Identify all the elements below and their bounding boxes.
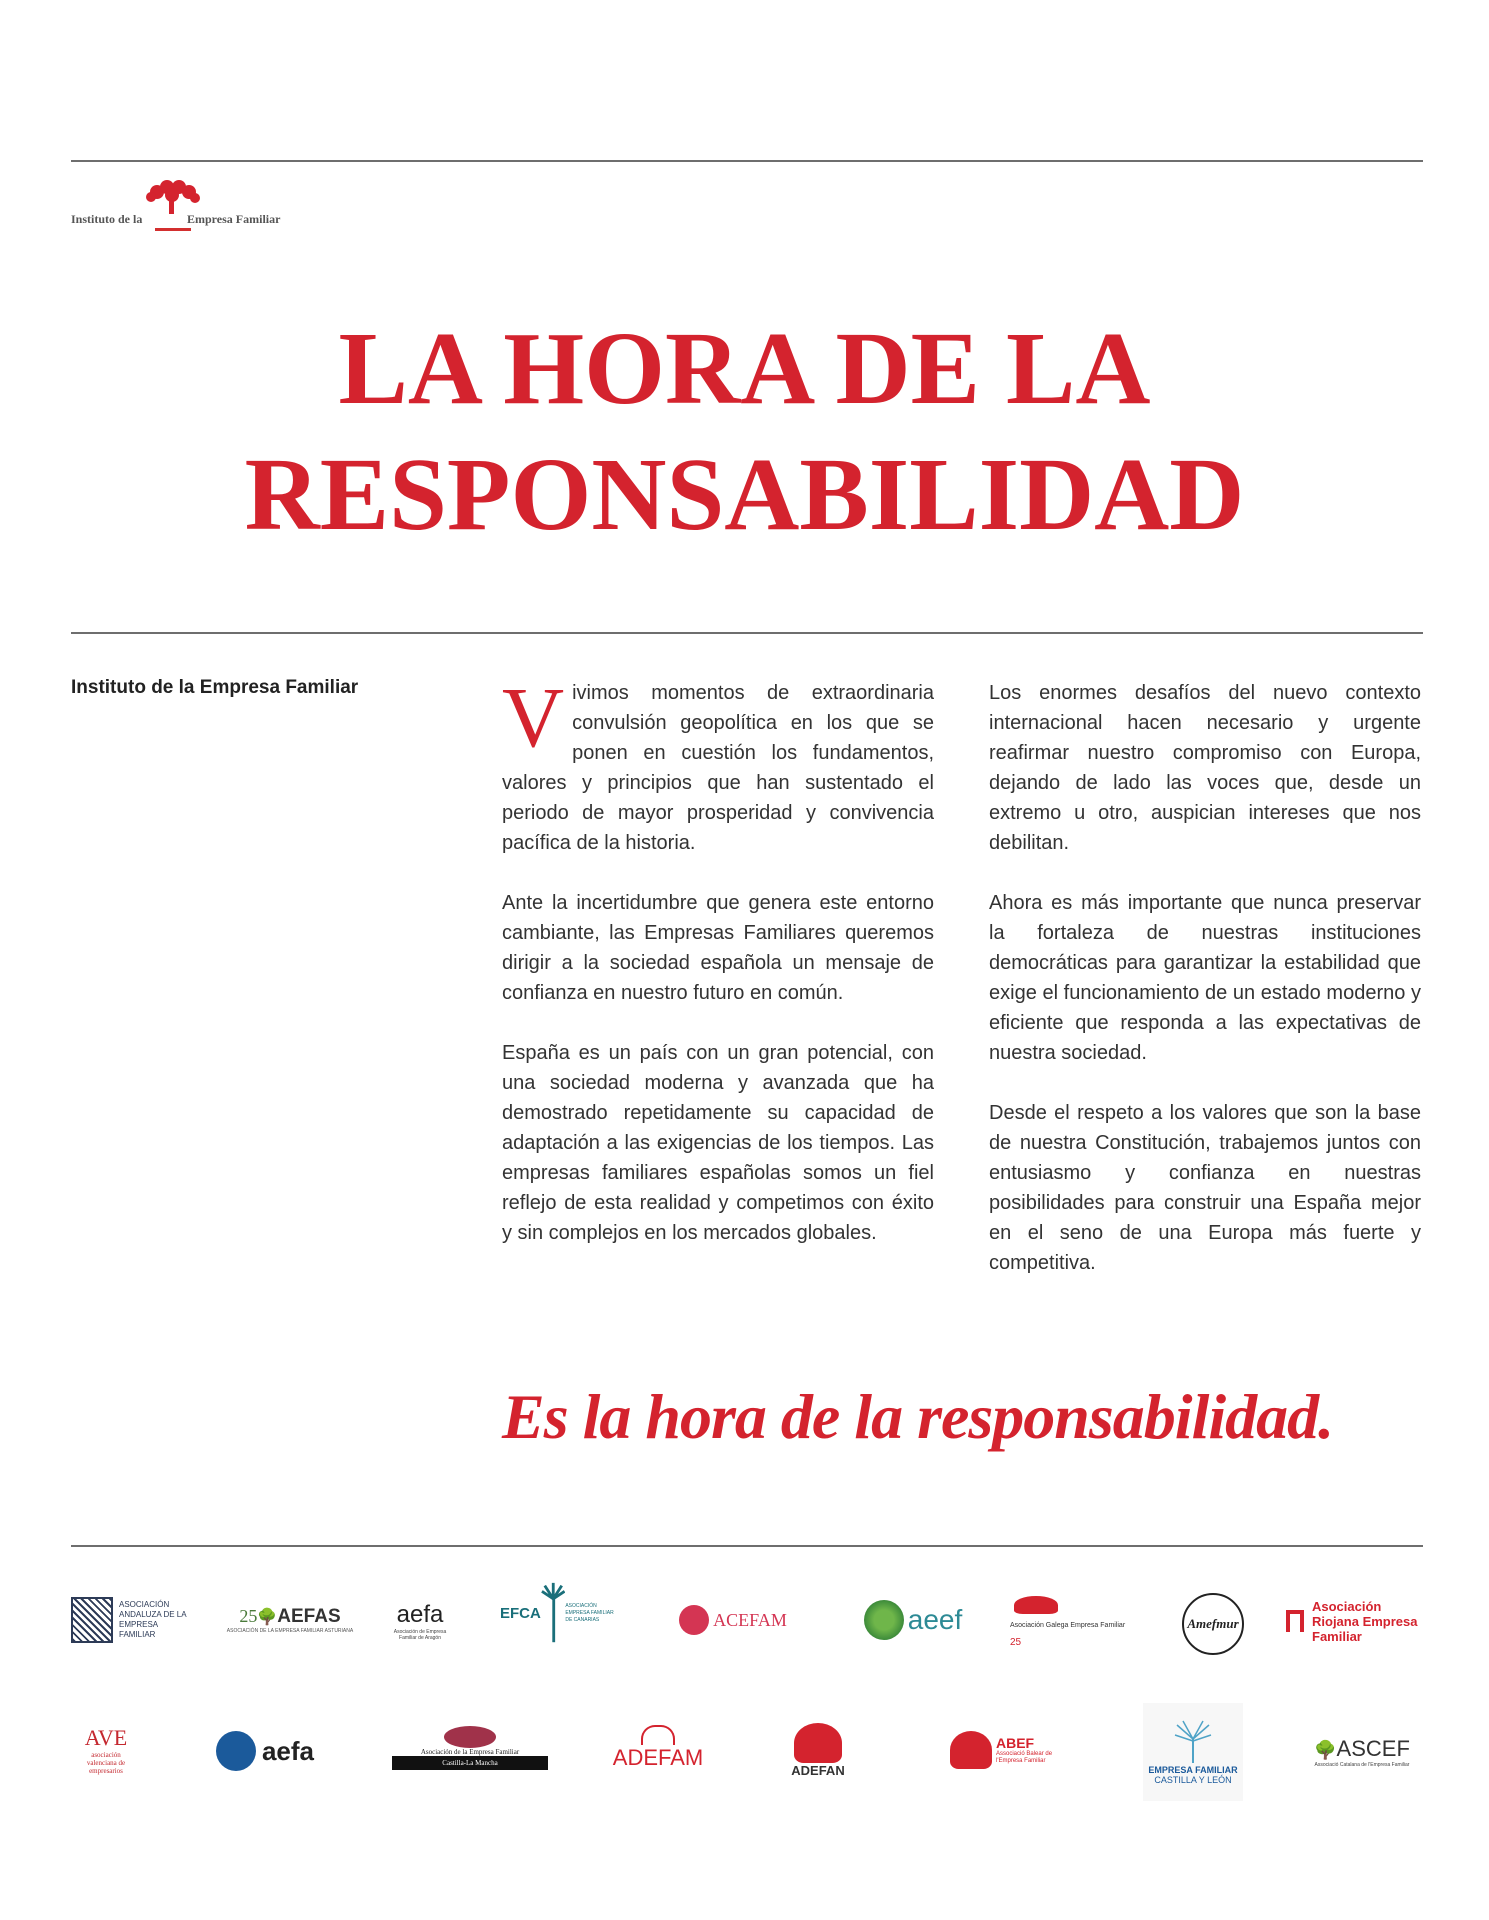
paragraph: Ante la incertidumbre que genera este entorno cambiante, las Empresas Familiares queremos dirigir a la sociedad española un mensaje de confianza en nuestro futuro en común. xyxy=(502,892,934,1004)
logo-ascef: 🌳ASCEF Associació Catalana de l'Empresa Familiar xyxy=(1314,1736,1410,1768)
logo-efca: EFCA ASOCIACIÓN EMPRESA FAMILIAR DE CANARIAS xyxy=(500,1578,620,1648)
tree-icon xyxy=(1173,1719,1213,1765)
logo-aefa-alicante: aefa xyxy=(200,1728,330,1774)
logo-amefmur: Amefmur xyxy=(1178,1592,1248,1656)
logo-riojana: Asociación Riojana Empresa Familiar xyxy=(1283,1604,1425,1638)
logo-aefa-aragon: aefa Asociación de Empresa Familiar de Aragón xyxy=(393,1601,447,1641)
logo-text-right: Empresa Familiar xyxy=(187,212,281,226)
logo-galega: Asociación Galega Empresa Familiar 25 xyxy=(1010,1596,1140,1650)
logo-underline xyxy=(155,228,191,231)
logo-acefam: ACEFAM xyxy=(673,1600,793,1640)
bottom-rule xyxy=(71,1545,1423,1547)
ief-header-logo xyxy=(71,180,301,236)
logo-adefan: ADEFAN xyxy=(778,1712,858,1788)
logo-andaluza: ASOCIACIÓN ANDALUZA DE LA EMPRESA FAMILIAR xyxy=(71,1595,191,1645)
tree-icon xyxy=(137,180,207,216)
article-column-2 xyxy=(989,678,1421,1308)
logo-aeef: aeef xyxy=(858,1596,968,1644)
paragraph: Vivimos momentos de extraordinaria convulsión geopolítica en los que se ponen en cuestión los fundamentos, valores y principios que han sustentado el periodo de mayor prosperidad y convivencia pacífica de la historia. xyxy=(502,669,934,854)
logo-adefam: ADEFAM xyxy=(605,1722,711,1774)
closing-slogan: Es la hora de la responsabilidad. xyxy=(502,1381,1334,1452)
paragraph: Los enormes desafíos del nuevo contexto internacional hacen necesario y urgente reafirmar nuestro compromiso con Europa, dejando de lado las voces que, desde un extremo u otro, auspician intereses que nos debilitan. xyxy=(989,682,1421,854)
author-label: Instituto de la Empresa Familiar xyxy=(71,677,359,698)
title-line-1: LA HORA DE LA xyxy=(338,311,1151,426)
paragraph: Ahora es más importante que nunca preservar la fortaleza de nuestras instituciones democráticas para garantizar la estabilidad que exige el funcionamiento de un estado moderno y eficiente que responda a las expectativas de nuestra sociedad. xyxy=(989,892,1421,1064)
article-column-1 xyxy=(502,669,934,1278)
logo-castilla-leon: EMPRESA FAMILIAR CASTILLA Y LEÓN xyxy=(1143,1703,1243,1801)
paragraph: Desde el respeto a los valores que son la base de nuestra Constitución, trabajemos juntos con entusiasmo y confianza en nuestras posibilidades para construir una España mejor en el seno de una Europa más fuerte y competitiva. xyxy=(989,1102,1421,1274)
title-line-2: RESPONSABILIDAD xyxy=(244,437,1245,552)
logo-castilla-la-mancha: Asociación de la Empresa Familiar Castilla-La Mancha xyxy=(392,1722,548,1774)
logo-abef: ABEF Associació Balear de l'Empresa Familiar xyxy=(948,1726,1068,1774)
logo-text-left: Instituto de la xyxy=(71,212,143,226)
palm-icon xyxy=(541,1580,566,1646)
logo-ave: AVE asociación valenciana de empresarios xyxy=(84,1725,128,1775)
middle-rule xyxy=(71,632,1423,634)
logo-aefas: 25🌳AEFAS ASOCIACIÓN DE LA EMPRESA FAMILIAR ASTURIANA xyxy=(226,1606,354,1634)
drop-cap: V xyxy=(502,669,565,765)
paragraph: España es un país con un gran potencial, con una sociedad moderna y avanzada que ha demostrado repetidamente su capacidad de adaptación a las exigencias de los tiempos. Las empresas familiares españolas somos un fiel reflejo de esta realidad y competimos con éxito y sin complejos en los mercados globales. xyxy=(502,1042,934,1244)
top-rule xyxy=(71,160,1423,162)
page-title xyxy=(0,306,1489,558)
